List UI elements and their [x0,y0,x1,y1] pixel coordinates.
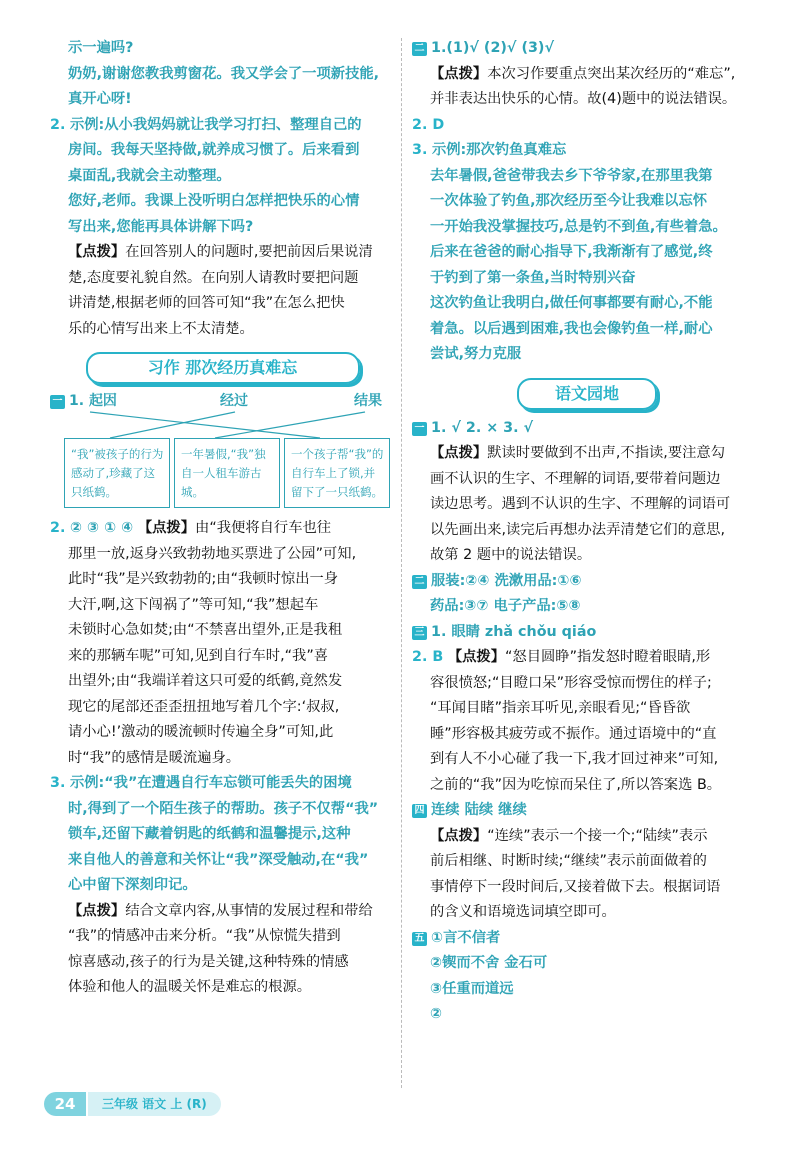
hint-line: 并非表达出快乐的心情。故(4)题中的说法错误。 [430,91,737,107]
example-label: 示例: [69,775,105,791]
label-process: 经过 [220,393,248,409]
hint-text: 结合文章内容,从事情的发展过程和带给 [125,902,373,919]
q2-answer [50,113,395,139]
essay-title: 那次钓鱼真难忘 [466,142,567,158]
answer-line: 来自他人的善意和关怀让“我”深受触动,在“我” [68,851,369,868]
hint-tag: 【点拨】 [430,827,488,844]
hint-text: 在回答别人的问题时,要把前因后果说清 [125,244,373,260]
answer-line: ②锲而不舍 金石可 [430,955,548,971]
answer-line: 奶奶,谢谢您教我剪窗花。我又学会了一项新技能, [68,65,380,82]
answer-line: 房间。我每天坚持做,就养成习惯了。后来看到 [68,142,360,158]
section-badge: 五 [412,932,427,946]
hint-line [412,441,762,467]
left-column [50,36,395,1001]
hint-line: 到有人不小心碰了我一下,我才回过神来”可知, [430,751,719,767]
answer-line: 尝试,努力克服 [430,346,522,362]
hint-line: 请小心!’激动的暖流顿时传遍全身”可知,此 [68,724,334,740]
answer-line: 您好,老师。我课上没听明白怎样把快乐的心情 [68,193,360,209]
hint-line: 惊喜感动,孩子的行为是关键,这种特殊的情感 [68,953,349,970]
hint-tag: 【点拨】 [137,520,196,536]
right-column [412,36,762,1028]
y1-answer [412,416,762,442]
hint-line [50,899,395,925]
answer-line: 一开始我没掌握技巧,总是钓不到鱼,有些着急。 [430,218,727,235]
hint-text: 由“我便将自行车也往 [195,520,332,536]
hint-tag: 【点拨】 [447,649,505,665]
answer-line: 后来在爸爸的耐心指导下,我渐渐有了感觉,终 [430,244,713,260]
question-number: 1. [69,393,85,409]
hint-text: 默读时要做到不出声,不指读,要注意勾 [487,445,726,461]
hint-line [50,240,395,266]
hint-line: 现它的尾部还歪歪扭扭地写着几个字:‘叔叔, [68,698,340,715]
hint-line [412,62,762,88]
r1-answer [412,36,762,62]
sequence-box: “我”被孩子的行为感动了,珍藏了这只纸鹤。 [64,438,170,508]
hint-line: 以先画出来,读完后再想办法弄清楚它们的意思, [430,521,726,538]
y2-answer [412,569,762,595]
hint-line: 的含义和语境选词填空即可。 [430,904,616,920]
section-badge: 三 [412,626,427,640]
section-badge: 二 [412,42,427,56]
answer-text: ①言不信者 [431,929,501,946]
hint-line: 睡”形容极其疲劳或不振作。通过语境中的“直 [430,725,717,742]
column-divider [401,38,402,1088]
hint-line [412,824,762,850]
answer-line: 去年暑假,爸爸带我去乡下爷爷家,在那里我第 [430,167,713,184]
answer-text: 1. 眼睛 zhǎ chǒu qiáo [431,623,597,640]
hint-text: “连续”表示一个接一个;“陆续”表示 [487,827,708,844]
r2-answer: 2. D [412,116,445,133]
hint-tag: 【点拨】 [68,244,126,260]
answer-line: 药品:③⑦ 电子产品:⑤⑧ [430,598,581,614]
hint-tag: 【点拨】 [430,445,488,461]
answer-line: 时,得到了一个陌生孩子的帮助。孩子不仅帮“我” [68,800,379,817]
answer-text: “我”在遭遇自行车忘锁可能丢失的困境 [104,775,352,791]
hint-line: 事情停下一段时间后,又接着做下去。根据词语 [430,878,721,895]
answer-line: 心中留下深刻印记。 [68,877,197,893]
answer-line: ② [430,1006,443,1022]
hint-line: 未锁时心急如焚;由“不禁喜出望外,正是我租 [68,622,343,638]
page-footer [44,1092,264,1116]
answer-line: 真开心呀! [68,91,132,107]
hint-line: 那里一放,返身兴致勃勃地买票进了公园”可知, [68,545,357,562]
sequence-box: 一个孩子帮“我”的自行车上了锁,并留下了一只纸鹤。 [284,438,390,508]
hint-line: 读边思考。遇到不认识的生字、不理解的词语可 [430,496,731,512]
section-badge: 四 [412,804,427,818]
y3b-answer [412,645,762,671]
question-number: 2. B [412,649,444,665]
hint-line: 讲清楚,根据老师的回答可知“我”在怎么把快 [68,295,345,311]
hint-line: 容很愤怒;“目瞪口呆”形容受惊而愣住的样子; [430,674,712,691]
answer-text: 1. √ 2. × 3. √ [431,419,534,436]
q3-answer [50,771,395,797]
example-label: 示例: [431,142,467,158]
hint-line: 前后相继、时断时续;“继续”表示前面做着的 [430,853,707,869]
hint-line: 此时“我”是兴致勃勃的;由“我顿时惊出一身 [68,571,339,587]
answer-text: 1.(1)√ (2)√ (3)√ [431,40,554,56]
page-number: 24 [44,1092,86,1116]
hint-line: “我”的情感冲击来分析。“我”从惊慌失措到 [68,928,341,944]
q2b-answer [50,516,395,542]
question-number: 2. [50,520,66,536]
section-badge: 一 [50,395,65,409]
answer-line: 锁车,还留下藏着钥匙的纸鹤和温馨提示,这种 [68,826,351,842]
question-number: 3. [412,142,428,158]
hint-tag: 【点拨】 [430,65,488,82]
answer-line: 一次体验了钓鱼,那次经历至今让我难以忘怀 [430,193,708,209]
sequence-diagram [50,390,395,516]
hint-text: 本次习作要重点突出某次经历的“难忘”, [487,65,736,82]
y4-answer [412,798,762,824]
answer-line: 于钓到了第一条鱼,当时特别兴奋 [430,269,636,286]
section-title-writing: 习作 那次经历真难忘 [86,352,360,384]
answer-text: ② ③ ① ④ [69,520,134,536]
hint-line: 来的那辆车呢”可知,见到自行车时,“我”喜 [68,647,329,664]
hint-text: “怒目圆睁”指发怒时瞪着眼睛,形 [505,649,711,665]
answer-line: 着急。以后遇到困难,我也会像钓鱼一样,耐心 [430,320,713,337]
answer-text: 服装:②④ 洗漱用品:①⑥ [431,572,582,589]
match-line [90,412,320,438]
hint-line: 画不认识的生字、不理解的词语,要带着问题边 [430,470,721,487]
question-number: 3. [50,775,66,791]
answer-text: 连续 陆续 继续 [431,802,527,818]
hint-line: 之前的“我”因为吃惊而呆住了,所以答案选 B。 [430,776,722,793]
hint-line: “耳闻目睹”指亲耳听见,亲眼看见;“昏昏欲 [430,700,691,716]
section-badge: 二 [412,575,427,589]
hint-line: 乐的心情写出来上不太清楚。 [68,320,254,337]
section-title-garden: 语文园地 [517,378,657,410]
answer-line: ③任重而道远 [430,980,514,997]
answer-line: 桌面乱,我就会主动整理。 [68,167,231,184]
label-result: 结果 [354,393,382,409]
section-badge: 一 [412,422,427,436]
answer-line: 写出来,您能再具体讲解下吗? [68,218,254,235]
answer-line: 这次钓鱼让我明白,做任何事都要有耐心,不能 [430,295,713,311]
hint-tag: 【点拨】 [68,902,126,919]
y5-answer [412,926,762,952]
hint-line: 大汗,啊,这下闯祸了”等可知,“我”想起车 [68,596,319,613]
hint-line: 时“我”的感情是暖流遍身。 [68,749,241,766]
question-number: 2. [50,116,66,133]
hint-line: 故第 2 题中的说法错误。 [430,547,592,563]
hint-line: 出望外;由“我端详着这只可爱的纸鹤,竟然发 [68,673,343,689]
label-cause: 起因 [88,393,117,409]
hint-line: 楚,态度要礼貌自然。在向别人请教时要把问题 [68,269,359,286]
hint-line: 体验和他人的温暖关怀是难忘的根源。 [68,979,312,995]
answer-text: 从小我妈妈就让我学习打扫、整理自己的 [104,116,362,133]
sequence-box: 一年暑假,“我”独自一人租车游古城。 [174,438,280,508]
book-label: 三年级 语文 上 (R) [88,1092,221,1116]
example-label: 示例: [69,116,105,133]
answer-line: 示一遍吗? [68,40,134,56]
y3-answer [412,620,762,646]
r3-answer [412,138,762,164]
